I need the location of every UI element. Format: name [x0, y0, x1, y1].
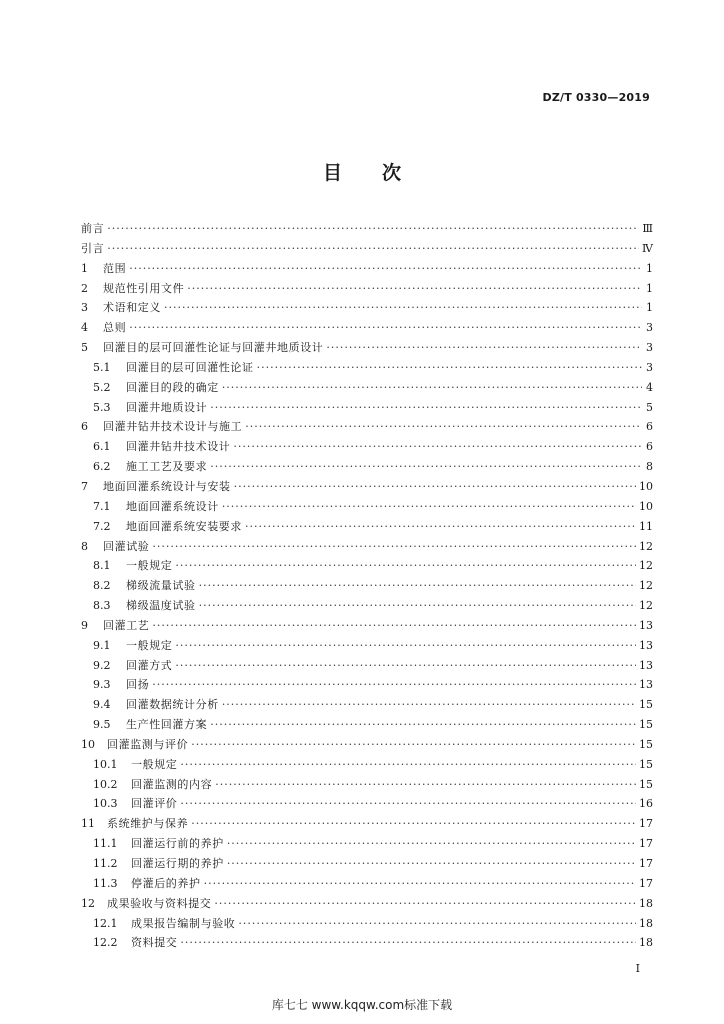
toc-entry-page: 13 — [639, 618, 653, 632]
toc-entry-title: 一般规定 — [126, 559, 173, 573]
toc-entry[interactable] — [81, 894, 653, 914]
toc-entry[interactable] — [81, 457, 653, 477]
toc-entry-page: 8 — [646, 460, 653, 474]
toc-leader-dots — [233, 437, 642, 457]
toc-leader-dots — [199, 596, 636, 616]
document-code: DZ/T 0330—2019 — [542, 91, 650, 104]
toc-entry[interactable] — [81, 318, 653, 338]
toc-leader-dots — [210, 457, 642, 477]
toc-leader-dots — [129, 318, 642, 338]
toc-entry[interactable] — [81, 695, 653, 715]
toc-entry-title: 范围 — [103, 261, 127, 275]
toc-heading-part-1: 目 — [322, 162, 342, 184]
toc-leader-dots — [175, 556, 636, 576]
toc-entry-number: 9.2 — [93, 658, 111, 672]
toc-leader-dots — [245, 517, 636, 537]
toc-entry[interactable] — [81, 834, 653, 854]
toc-entry[interactable] — [81, 298, 653, 318]
toc-entry-page: 15 — [639, 698, 653, 712]
toc-leader-dots — [214, 894, 636, 914]
toc-entry-number: 11.3 — [93, 876, 118, 890]
toc-entry-number: 9.4 — [93, 698, 111, 712]
toc-leader-dots — [199, 576, 636, 596]
toc-entry-number: 7 — [81, 479, 88, 493]
toc-entry-title: 资料提交 — [131, 936, 178, 950]
toc-entry[interactable] — [81, 755, 653, 775]
toc-leader-dots — [164, 298, 642, 318]
toc-entry-page: 13 — [639, 638, 653, 652]
toc-entry-title: 回灌目的层可回灌性论证与回灌井地质设计 — [103, 341, 324, 355]
toc-leader-dots — [107, 219, 639, 239]
toc-entry-title: 一般规定 — [131, 757, 178, 771]
toc-entry-page: 15 — [639, 718, 653, 732]
toc-entry-page: 6 — [646, 420, 653, 434]
toc-entry[interactable] — [81, 239, 653, 259]
toc-entry-page: 12 — [639, 579, 653, 593]
toc-entry-title: 成果验收与资料提交 — [107, 896, 212, 910]
toc-entry-number: 12 — [81, 896, 95, 910]
toc-entry[interactable] — [81, 794, 653, 814]
toc-entry-title: 回灌井地质设计 — [126, 400, 208, 414]
toc-entry-number: 7.1 — [93, 499, 111, 513]
toc-entry[interactable] — [81, 398, 653, 418]
toc-entry-page: 18 — [639, 936, 653, 950]
toc-entry-number: 1 — [81, 261, 88, 275]
toc-entry-title: 地面回灌系统设计与安装 — [103, 479, 231, 493]
toc-entry-title: 引言 — [81, 241, 105, 255]
toc-entry[interactable] — [81, 656, 653, 676]
toc-entry-page: 1 — [646, 261, 653, 275]
toc-entry-page: 15 — [639, 777, 653, 791]
toc-leader-dots — [245, 417, 642, 437]
toc-leader-dots — [152, 675, 636, 695]
toc-leader-dots — [326, 338, 642, 358]
toc-entry-page: 10 — [639, 479, 653, 493]
toc-entry[interactable] — [81, 874, 653, 894]
toc-entry-number: 8.3 — [93, 599, 111, 613]
toc-entry-title: 回灌方式 — [126, 658, 173, 672]
toc-leader-dots — [175, 656, 636, 676]
toc-leader-dots — [175, 636, 636, 656]
toc-entry-page: 3 — [646, 341, 653, 355]
toc-entry-page: 12 — [639, 559, 653, 573]
toc-entry-number: 12.1 — [93, 916, 118, 930]
toc-leader-dots — [107, 239, 639, 259]
toc-entry-number: 4 — [81, 321, 88, 335]
toc-entry[interactable] — [81, 358, 653, 378]
toc-entry-title: 回灌试验 — [103, 539, 150, 553]
toc-entry-title: 地面回灌系统设计 — [126, 499, 219, 513]
toc-entry-number: 6 — [81, 420, 88, 434]
toc-entry-title: 成果报告编制与验收 — [131, 916, 236, 930]
toc-entry[interactable] — [81, 437, 653, 457]
toc-entry-number: 8.2 — [93, 579, 111, 593]
toc-entry-page: 18 — [639, 916, 653, 930]
toc-entry[interactable] — [81, 735, 653, 755]
toc-entry-title: 回灌井钻井技术设计 — [126, 440, 231, 454]
toc-entry-number: 9.5 — [93, 718, 111, 732]
toc-entry-page: 12 — [639, 599, 653, 613]
toc-entry-number: 10.2 — [93, 777, 118, 791]
toc-entry[interactable] — [81, 417, 653, 437]
toc-entry-page: 4 — [646, 380, 653, 394]
toc-entry-page: 17 — [639, 837, 653, 851]
toc-entry-page: 15 — [639, 757, 653, 771]
toc-entry-title: 系统维护与保养 — [107, 817, 189, 831]
toc-leader-dots — [210, 398, 642, 418]
toc-leader-dots — [129, 259, 642, 279]
toc-leader-dots — [222, 695, 636, 715]
toc-entry[interactable] — [81, 596, 653, 616]
toc-entry-page: 3 — [646, 360, 653, 374]
toc-entry-number: 5.3 — [93, 400, 111, 414]
toc-entry-page: 3 — [646, 321, 653, 335]
toc-entry[interactable] — [81, 814, 653, 834]
toc-entry-title: 总则 — [103, 321, 127, 335]
toc-entry-number: 9.3 — [93, 678, 111, 692]
toc-entry-title: 回灌评价 — [131, 797, 178, 811]
toc-entry-page: 1 — [646, 281, 653, 295]
toc-entry-page: 10 — [639, 499, 653, 513]
toc-entry-page: 17 — [639, 817, 653, 831]
toc-entry-title: 一般规定 — [126, 638, 173, 652]
toc-leader-dots — [257, 358, 642, 378]
toc-entry-page: 6 — [646, 440, 653, 454]
toc-entry[interactable] — [81, 517, 653, 537]
toc-entry-title: 回灌监测的内容 — [131, 777, 213, 791]
toc-entry-title: 回灌目的段的确定 — [126, 380, 219, 394]
toc-entry[interactable] — [81, 477, 653, 497]
toc-leader-dots — [204, 874, 636, 894]
toc-entry-page: 16 — [639, 797, 653, 811]
toc-leader-dots — [180, 755, 636, 775]
toc-entry[interactable] — [81, 259, 653, 279]
toc-entry-page: 11 — [639, 519, 653, 533]
toc-heading-part-2: 次 — [382, 162, 402, 184]
toc-entry-title: 回灌监测与评价 — [107, 737, 189, 751]
toc-leader-dots — [227, 834, 636, 854]
toc-entry-title: 停灌后的养护 — [131, 876, 201, 890]
toc-entry-title: 梯级流量试验 — [126, 579, 196, 593]
toc-entry-title: 回灌井钻井技术设计与施工 — [103, 420, 243, 434]
toc-entry-title: 回扬 — [126, 678, 150, 692]
toc-entry-number: 7.2 — [93, 519, 111, 533]
toc-entry-number: 5 — [81, 341, 88, 355]
toc-entry-number: 9 — [81, 618, 88, 632]
toc-leader-dots — [210, 715, 636, 735]
toc-entry[interactable] — [81, 378, 653, 398]
toc-entry-page: 5 — [646, 400, 653, 414]
toc-entry-number: 11 — [81, 817, 95, 831]
toc-entry-number: 9.1 — [93, 638, 111, 652]
toc-leader-dots — [152, 616, 636, 636]
toc-entry-title: 梯级温度试验 — [126, 599, 196, 613]
toc-entry[interactable] — [81, 219, 653, 239]
toc-entry-number: 8.1 — [93, 559, 111, 573]
toc-entry[interactable] — [81, 556, 653, 576]
toc-entry-page: 17 — [639, 857, 653, 870]
toc-leader-dots — [222, 378, 642, 398]
toc-leader-dots — [191, 735, 636, 755]
toc-leader-dots — [215, 775, 636, 795]
toc-entry[interactable] — [81, 497, 653, 517]
toc-entry-number: 5.2 — [93, 380, 111, 394]
toc-entry[interactable] — [81, 675, 653, 695]
toc-entry-page: Ⅲ — [642, 222, 653, 235]
page-number: Ⅰ — [635, 962, 640, 975]
toc-entry-title: 回灌数据统计分析 — [126, 698, 219, 712]
toc-entry-number: 6.1 — [93, 440, 111, 454]
toc-leader-dots — [187, 279, 642, 299]
toc-entry-number: 10.1 — [93, 757, 118, 771]
toc-leader-dots — [222, 497, 636, 517]
toc-entry-number: 11.1 — [93, 837, 118, 851]
toc-entry[interactable] — [81, 715, 653, 735]
toc-entry[interactable] — [81, 616, 653, 636]
toc-entry-title: 回灌工艺 — [103, 618, 150, 632]
toc-entry-title: 地面回灌系统安装要求 — [126, 519, 242, 533]
toc-entry-page: 1 — [646, 301, 653, 315]
toc-entry-page: 15 — [639, 737, 653, 751]
toc-entry[interactable] — [81, 338, 653, 358]
toc-leader-dots — [180, 933, 636, 953]
toc-leader-dots — [234, 477, 636, 497]
toc-entry[interactable] — [81, 854, 653, 874]
toc-entry-title: 规范性引用文件 — [103, 281, 185, 295]
toc-entry-page: 17 — [639, 876, 653, 890]
toc-entry-number: 10 — [81, 737, 95, 751]
toc-leader-dots — [238, 914, 636, 934]
toc-entry[interactable] — [81, 914, 653, 934]
table-of-contents — [81, 219, 653, 953]
toc-leader-dots — [191, 814, 636, 834]
toc-entry[interactable] — [81, 933, 653, 953]
toc-entry-title: 术语和定义 — [103, 301, 161, 315]
toc-entry-number: 2 — [81, 281, 88, 295]
toc-entry-number: 3 — [81, 301, 88, 315]
toc-entry[interactable] — [81, 636, 653, 656]
toc-entry-page: Ⅳ — [642, 241, 653, 255]
toc-entry[interactable] — [81, 775, 653, 795]
toc-entry[interactable] — [81, 279, 653, 299]
toc-leader-dots — [152, 537, 636, 557]
toc-entry-number: 11.2 — [93, 857, 118, 870]
toc-entry-page: 18 — [639, 896, 653, 910]
toc-entry[interactable] — [81, 537, 653, 557]
toc-entry-title: 施工工艺及要求 — [126, 460, 208, 474]
toc-entry-title: 生产性回灌方案 — [126, 718, 208, 732]
toc-entry-number: 5.1 — [93, 360, 111, 374]
toc-entry-page: 13 — [639, 678, 653, 692]
download-watermark: 库七七 www.kqqw.com标准下载 — [271, 998, 453, 1012]
toc-entry-title: 回灌运行前的养护 — [131, 837, 224, 851]
toc-entry-number: 12.2 — [93, 936, 118, 950]
toc-entry-title: 回灌目的层可回灌性论证 — [126, 360, 254, 374]
toc-entry-number: 6.2 — [93, 460, 111, 474]
toc-entry-number: 8 — [81, 539, 88, 553]
toc-entry-page: 12 — [639, 539, 653, 553]
toc-heading — [0, 158, 724, 185]
toc-leader-dots — [180, 794, 636, 814]
toc-entry[interactable] — [81, 576, 653, 596]
toc-entry-page: 13 — [639, 658, 653, 672]
toc-entry-number: 10.3 — [93, 797, 118, 811]
toc-entry-title: 前言 — [81, 222, 105, 235]
toc-leader-dots — [227, 854, 636, 874]
toc-entry-title: 回灌运行期的养护 — [131, 857, 224, 870]
